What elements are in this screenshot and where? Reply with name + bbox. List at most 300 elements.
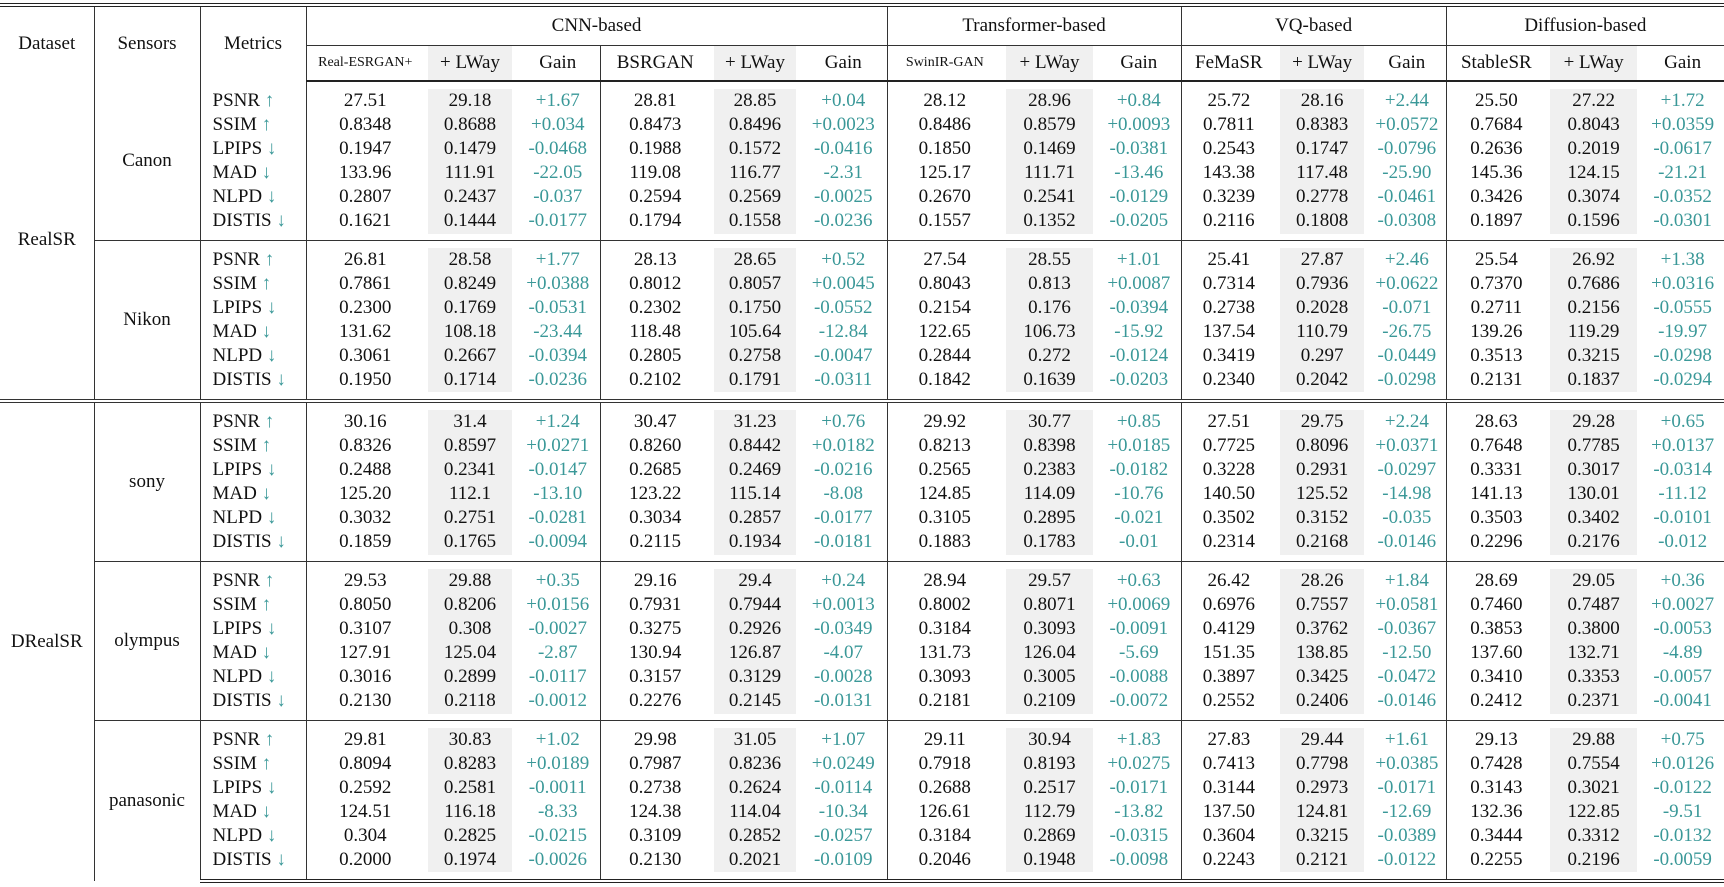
metric-cell — [200, 185, 306, 209]
base-value: 0.3275 — [629, 618, 682, 639]
group-vq: VQ-based — [1181, 5, 1446, 46]
lway-value: 28.16 — [1276, 81, 1368, 113]
gain-value: -21.21 — [1658, 162, 1708, 183]
base-value: 28.13 — [600, 241, 710, 273]
lway-value: 0.8096 — [1276, 434, 1368, 458]
base-value: 0.7725 — [1202, 435, 1255, 456]
metric-cell — [200, 530, 306, 562]
lway-value: 27.87 — [1276, 241, 1368, 273]
method-header: StableSR — [1446, 46, 1546, 82]
lway-value: 0.2825 — [424, 824, 516, 848]
lway-value: 112.1 — [424, 482, 516, 506]
base-value: 0.2594 — [629, 186, 682, 207]
base-value: 0.7931 — [629, 594, 682, 615]
base-value: 0.2000 — [306, 848, 424, 881]
base-value: 0.2738 — [1202, 297, 1255, 318]
base-value: 25.50 — [1474, 90, 1518, 111]
lway-value: 0.3074 — [1546, 185, 1641, 209]
base-value: 0.3032 — [339, 507, 392, 528]
lway-value: 126.87 — [710, 641, 800, 665]
base-value: 26.81 — [306, 241, 424, 273]
lway-value: 0.2857 — [710, 506, 800, 530]
metric-name: DISTIS — [212, 690, 272, 711]
lway-value: 115.14 — [710, 482, 800, 506]
lway-value: 28.58 — [424, 241, 516, 273]
gain-value: -10.34 — [800, 800, 887, 824]
gain-value: -0.0381 — [1097, 137, 1181, 161]
sensor-cell: panasonic — [94, 721, 200, 882]
base-value: 0.2296 — [1470, 531, 1523, 552]
metric-cell — [200, 113, 306, 137]
gain-value: +1.67 — [516, 81, 600, 113]
lway-value: 26.92 — [1546, 241, 1641, 273]
metric-cell — [200, 665, 306, 689]
gain-value: +0.36 — [1641, 562, 1724, 594]
gain-value: -0.0041 — [1653, 690, 1712, 711]
gain-value: +0.0359 — [1651, 114, 1715, 135]
lway-value: 0.1750 — [710, 296, 800, 320]
lway-value: 0.2118 — [424, 689, 516, 721]
arrow-down-icon: ↓ — [276, 369, 286, 390]
base-value: 124.38 — [629, 801, 682, 822]
gain-header: Gain — [516, 46, 600, 82]
gain-value: -0.0308 — [1368, 209, 1446, 241]
arrow-down-icon: ↓ — [261, 483, 272, 504]
base-value: 0.7987 — [629, 753, 682, 774]
base-value: 118.48 — [629, 321, 682, 342]
lway-value: 0.3800 — [1546, 617, 1641, 641]
gain-value: +0.0023 — [800, 113, 887, 137]
table-row — [0, 113, 1724, 137]
lway-value: 0.1974 — [424, 848, 516, 881]
gain-value: -0.0461 — [1368, 185, 1446, 209]
base-value: 137.60 — [1470, 642, 1523, 663]
gain-value: +0.0271 — [516, 434, 600, 458]
base-value: 0.3093 — [918, 666, 971, 687]
base-value: 0.2130 — [600, 848, 710, 881]
gain-value: -0.01 — [1097, 530, 1181, 562]
metric-name: SSIM — [212, 753, 257, 774]
base-value: 0.8326 — [339, 435, 392, 456]
metric-name: PSNR — [212, 249, 261, 270]
gain-value: +0.0087 — [1097, 272, 1181, 296]
metric-cell — [200, 776, 306, 800]
gain-value: +0.0182 — [800, 434, 887, 458]
gain-value: -0.0059 — [1641, 848, 1724, 881]
metric-cell — [200, 241, 306, 273]
gain-value: -0.0177 — [800, 506, 887, 530]
gain-value: -10.76 — [1097, 482, 1181, 506]
arrow-up-icon: ↑ — [261, 753, 272, 774]
base-value: 0.2300 — [339, 297, 392, 318]
gain-value: +0.35 — [516, 562, 600, 594]
metric-cell — [200, 482, 306, 506]
lway-value: 0.2895 — [1002, 506, 1097, 530]
header-dataset: Dataset — [0, 5, 94, 81]
base-value: 0.2046 — [887, 848, 1002, 881]
gain-value: +0.0385 — [1368, 752, 1446, 776]
base-value: 124.51 — [339, 801, 392, 822]
base-value: 27.51 — [343, 90, 387, 111]
gain-value: -0.0131 — [800, 689, 887, 721]
metric-name: PSNR — [212, 570, 261, 591]
lway-value: 0.2406 — [1276, 689, 1368, 721]
gain-value: -0.0026 — [516, 848, 600, 881]
gain-value: -13.46 — [1097, 161, 1181, 185]
gain-value: -4.89 — [1662, 642, 1703, 663]
base-value: 0.8348 — [339, 114, 392, 135]
lway-value: 0.3762 — [1276, 617, 1368, 641]
lway-value: 30.77 — [1002, 401, 1097, 434]
metric-cell — [200, 458, 306, 482]
base-value: 0.2412 — [1470, 690, 1523, 711]
lway-value: 0.3312 — [1546, 824, 1641, 848]
base-value: 0.1842 — [918, 369, 971, 390]
base-value: 25.72 — [1207, 90, 1251, 111]
base-value: 0.8094 — [339, 753, 392, 774]
gain-value: +0.75 — [1641, 721, 1724, 753]
base-value: 0.2255 — [1446, 848, 1546, 881]
table-row — [0, 320, 1724, 344]
gain-value: -0.0468 — [516, 137, 600, 161]
base-value: 0.2636 — [1470, 138, 1523, 159]
base-value: 126.61 — [918, 801, 971, 822]
group-transformer: Transformer-based — [887, 5, 1181, 46]
gain-value: -0.0132 — [1653, 825, 1712, 846]
base-value: 0.3184 — [918, 618, 971, 639]
gain-value: +1.24 — [516, 401, 600, 434]
base-value: 28.81 — [633, 90, 677, 111]
gain-value: -0.0171 — [1097, 776, 1181, 800]
lway-value: 124.81 — [1276, 800, 1368, 824]
gain-value: -0.0796 — [1368, 137, 1446, 161]
lway-value: 0.176 — [1002, 296, 1097, 320]
lway-value: 111.71 — [1002, 161, 1097, 185]
table-row — [0, 848, 1724, 881]
table-row — [0, 344, 1724, 368]
metric-name: SSIM — [212, 594, 257, 615]
lway-value: 0.1948 — [1002, 848, 1097, 881]
gain-value: -0.0129 — [1097, 185, 1181, 209]
gain-value: +0.0185 — [1097, 434, 1181, 458]
lway-value: 29.75 — [1276, 401, 1368, 434]
lway-value: 122.85 — [1546, 800, 1641, 824]
lway-value: 0.8236 — [710, 752, 800, 776]
gain-value: -0.0101 — [1653, 507, 1712, 528]
base-value: 0.2314 — [1202, 531, 1255, 552]
lway-value: 0.1444 — [424, 209, 516, 241]
lway-value: 0.2176 — [1546, 530, 1641, 562]
base-value: 0.3034 — [629, 507, 682, 528]
lway-value: 0.7936 — [1276, 272, 1368, 296]
lway-value: 105.64 — [710, 320, 800, 344]
base-value: 0.3016 — [339, 666, 392, 687]
base-value: 0.2102 — [629, 369, 682, 390]
lway-value: 0.2926 — [710, 617, 800, 641]
gain-value: -0.0091 — [1097, 617, 1181, 641]
lway-value: 0.2109 — [1002, 689, 1097, 721]
table-row — [0, 434, 1724, 458]
lway-value: 0.8193 — [1002, 752, 1097, 776]
metric-cell — [200, 434, 306, 458]
lway-value: 0.8496 — [710, 113, 800, 137]
gain-value: -0.0298 — [1368, 368, 1446, 401]
lway-value: 0.8383 — [1276, 113, 1368, 137]
metric-name: NLPD — [212, 666, 263, 687]
gain-value: -8.08 — [800, 482, 887, 506]
lway-value: 0.2042 — [1276, 368, 1368, 401]
arrow-up-icon: ↑ — [264, 570, 275, 591]
gain-value: +0.0069 — [1097, 593, 1181, 617]
arrow-up-icon: ↑ — [264, 729, 275, 750]
gain-value: -2.31 — [800, 161, 887, 185]
lway-value: 28.65 — [710, 241, 800, 273]
base-value: 131.62 — [339, 321, 392, 342]
gain-value: +0.0275 — [1097, 752, 1181, 776]
base-value: 0.7861 — [339, 273, 392, 294]
gain-value: -0.0531 — [516, 296, 600, 320]
gain-header: Gain — [800, 46, 887, 82]
method-header: BSRGAN — [600, 46, 710, 82]
lway-value: 0.8283 — [424, 752, 516, 776]
table-row — [0, 161, 1724, 185]
lway-value: 0.3005 — [1002, 665, 1097, 689]
base-value: 141.13 — [1470, 483, 1523, 504]
arrow-down-icon: ↓ — [266, 618, 277, 639]
base-value: 0.2154 — [918, 297, 971, 318]
base-value: 28.12 — [923, 90, 967, 111]
arrow-up-icon: ↑ — [261, 594, 272, 615]
lway-value: 0.1747 — [1276, 137, 1368, 161]
lway-value: 0.3152 — [1276, 506, 1368, 530]
base-value: 0.3503 — [1470, 507, 1523, 528]
results-table — [0, 3, 1724, 883]
gain-value: -0.0177 — [516, 209, 600, 241]
gain-value: -0.0182 — [1097, 458, 1181, 482]
base-value: 30.47 — [600, 401, 710, 434]
gain-header: Gain — [1641, 46, 1724, 82]
table-row — [0, 272, 1724, 296]
metric-cell — [200, 272, 306, 296]
base-value: 0.4129 — [1202, 618, 1255, 639]
base-value: 25.54 — [1446, 241, 1546, 273]
gain-value: +1.77 — [516, 241, 600, 273]
lway-value: 0.1352 — [1002, 209, 1097, 241]
lway-value: 0.297 — [1276, 344, 1368, 368]
gain-value: -0.0057 — [1653, 666, 1712, 687]
arrow-down-icon: ↓ — [266, 666, 277, 687]
arrow-up-icon: ↑ — [264, 411, 275, 432]
lway-value: 0.3129 — [710, 665, 800, 689]
metric-name: NLPD — [212, 507, 263, 528]
lway-value: 0.1837 — [1546, 368, 1641, 401]
lway-value: 0.2469 — [710, 458, 800, 482]
gain-value: -26.75 — [1368, 320, 1446, 344]
lway-value: 0.2021 — [710, 848, 800, 881]
gain-value: -15.92 — [1097, 320, 1181, 344]
lway-value: 0.8579 — [1002, 113, 1097, 137]
metric-cell — [200, 617, 306, 641]
base-value: 0.1557 — [918, 210, 971, 231]
base-value: 0.8473 — [629, 114, 682, 135]
method-header: Real-ESRGAN+ — [306, 46, 424, 82]
metric-name: MAD — [212, 483, 257, 504]
gain-value: +1.01 — [1097, 241, 1181, 273]
lway-value: 29.57 — [1002, 562, 1097, 594]
method-header: FeMaSR — [1181, 46, 1276, 82]
gain-value: +2.44 — [1368, 81, 1446, 113]
lway-value: 132.71 — [1546, 641, 1641, 665]
header-metrics: Metrics — [200, 5, 306, 81]
lway-value: 0.2852 — [710, 824, 800, 848]
metric-cell — [200, 137, 306, 161]
base-value: 0.2685 — [629, 459, 682, 480]
metric-name: DISTIS — [212, 210, 272, 231]
base-value: 28.94 — [887, 562, 1002, 594]
lway-value: 0.8249 — [424, 272, 516, 296]
table-row — [0, 482, 1724, 506]
table-row — [0, 665, 1724, 689]
table-row — [0, 562, 1724, 594]
gain-value: +0.0137 — [1651, 435, 1715, 456]
base-value: 0.3061 — [339, 345, 392, 366]
table-row — [0, 458, 1724, 482]
lway-value: 0.2869 — [1002, 824, 1097, 848]
base-value: 0.2488 — [339, 459, 392, 480]
base-value: 0.2116 — [1203, 210, 1255, 231]
lway-value: 27.22 — [1546, 81, 1641, 113]
base-value: 0.1794 — [629, 210, 682, 231]
gain-value: -0.0314 — [1653, 459, 1712, 480]
gain-value: -0.0297 — [1368, 458, 1446, 482]
lway-value: 0.2028 — [1276, 296, 1368, 320]
base-value: 0.8002 — [918, 594, 971, 615]
gain-value: -0.0236 — [516, 368, 600, 401]
metric-cell — [200, 368, 306, 401]
base-value: 29.13 — [1446, 721, 1546, 753]
lway-value: 0.7944 — [710, 593, 800, 617]
base-value: 0.7648 — [1470, 435, 1523, 456]
gain-value: -8.33 — [516, 800, 600, 824]
gain-value: -0.0053 — [1653, 618, 1712, 639]
gain-value: -0.0311 — [800, 368, 887, 401]
base-value: 0.2738 — [629, 777, 682, 798]
base-value: 143.38 — [1202, 162, 1255, 183]
gain-value: +0.24 — [800, 562, 887, 594]
metric-name: DISTIS — [212, 849, 272, 870]
base-value: 0.7370 — [1470, 273, 1523, 294]
table-row — [0, 241, 1724, 273]
lway-value: 0.308 — [424, 617, 516, 641]
metric-name: LPIPS — [212, 459, 263, 480]
base-value: 119.08 — [629, 162, 682, 183]
lway-value: 0.3215 — [1276, 824, 1368, 848]
metric-name: LPIPS — [212, 138, 263, 159]
base-value: 26.42 — [1181, 562, 1276, 594]
gain-value: +0.0013 — [800, 593, 887, 617]
lway-value: 0.2899 — [424, 665, 516, 689]
metric-name: PSNR — [212, 729, 261, 750]
metric-cell — [200, 800, 306, 824]
base-value: 0.2131 — [1470, 369, 1523, 390]
arrow-down-icon: ↓ — [261, 162, 272, 183]
lway-value: 0.1572 — [710, 137, 800, 161]
metric-name: SSIM — [212, 435, 257, 456]
gain-header: Gain — [1097, 46, 1181, 82]
arrow-down-icon: ↓ — [266, 459, 277, 480]
gain-value: +0.85 — [1097, 401, 1181, 434]
metric-name: MAD — [212, 801, 257, 822]
lway-header: + LWay — [1546, 46, 1641, 82]
gain-value: -5.69 — [1097, 641, 1181, 665]
gain-value: -0.0315 — [1097, 824, 1181, 848]
lway-value: 29.05 — [1546, 562, 1641, 594]
base-value: 124.85 — [918, 483, 971, 504]
lway-value: 0.2931 — [1276, 458, 1368, 482]
metric-cell — [200, 824, 306, 848]
gain-value: +0.0388 — [516, 272, 600, 296]
base-value: 130.94 — [629, 642, 682, 663]
base-value: 0.2805 — [629, 345, 682, 366]
gain-value: -0.0122 — [1653, 777, 1712, 798]
table-row — [0, 506, 1724, 530]
lway-value: 0.2341 — [424, 458, 516, 482]
base-value: 0.1897 — [1470, 210, 1523, 231]
base-value: 125.20 — [339, 483, 392, 504]
base-value: 0.3228 — [1202, 459, 1255, 480]
gain-value: -12.69 — [1368, 800, 1446, 824]
lway-value: 29.88 — [1546, 721, 1641, 753]
lway-value: 0.2541 — [1002, 185, 1097, 209]
base-value: 0.3331 — [1470, 459, 1523, 480]
gain-value: -0.0555 — [1653, 297, 1712, 318]
lway-value: 0.3017 — [1546, 458, 1641, 482]
arrow-down-icon: ↓ — [276, 210, 286, 231]
base-value: 27.83 — [1181, 721, 1276, 753]
lway-value: 125.04 — [424, 641, 516, 665]
sensor-cell: olympus — [94, 562, 200, 721]
gain-value: -0.012 — [1658, 531, 1708, 552]
lway-value: 0.7487 — [1546, 593, 1641, 617]
base-value: 0.8486 — [918, 114, 971, 135]
lway-value: 125.52 — [1276, 482, 1368, 506]
gain-value: -0.0294 — [1653, 369, 1712, 390]
base-value: 0.3143 — [1470, 777, 1523, 798]
base-value: 0.2130 — [339, 690, 392, 711]
lway-value: 0.813 — [1002, 272, 1097, 296]
lway-value: 106.73 — [1002, 320, 1097, 344]
base-value: 0.3107 — [339, 618, 392, 639]
lway-value: 29.44 — [1276, 721, 1368, 753]
base-value: 0.3184 — [918, 825, 971, 846]
table-row — [0, 81, 1724, 113]
gain-value: +0.0572 — [1368, 113, 1446, 137]
lway-value: 0.8071 — [1002, 593, 1097, 617]
lway-value: 110.79 — [1276, 320, 1368, 344]
gain-value: +1.72 — [1660, 90, 1705, 111]
arrow-down-icon: ↓ — [266, 777, 277, 798]
lway-value: 0.2371 — [1546, 689, 1641, 721]
lway-value: 124.15 — [1546, 161, 1641, 185]
base-value: 0.3109 — [629, 825, 682, 846]
base-value: 0.1850 — [918, 138, 971, 159]
metric-cell — [200, 721, 306, 753]
lway-value: 0.7557 — [1276, 593, 1368, 617]
arrow-down-icon: ↓ — [261, 642, 272, 663]
lway-value: 0.3353 — [1546, 665, 1641, 689]
table-row — [0, 368, 1724, 401]
lway-value: 28.55 — [1002, 241, 1097, 273]
